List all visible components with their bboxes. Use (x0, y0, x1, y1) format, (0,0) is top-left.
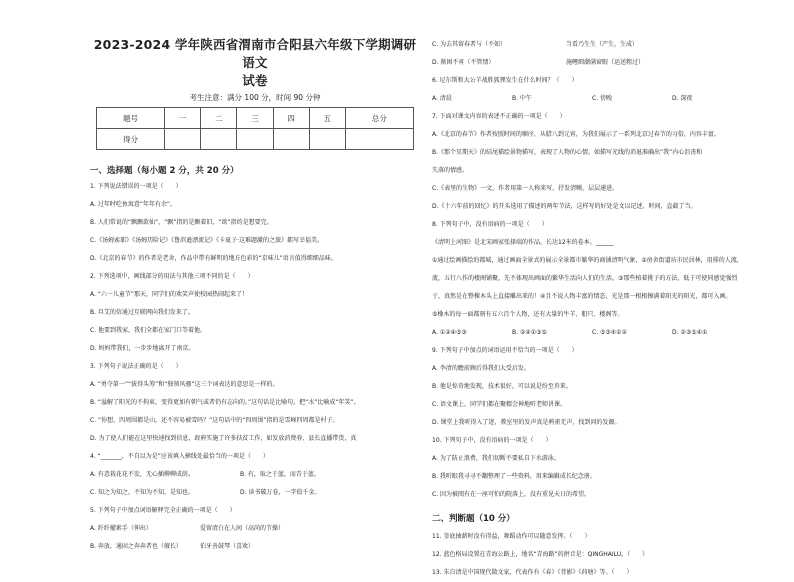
question-stem: 6. 尼尔斯和大公羊战胜狐狸发生在什么时间？（ ） (432, 77, 578, 84)
score-cell (237, 129, 273, 150)
exam-notice: 考生注意：满分 100 分，时间 90 分钟 (189, 93, 321, 102)
option-c1: C. 为去其留春者与（不如） (432, 41, 507, 48)
option-row (90, 484, 420, 502)
option-c2: 当看乃生生（产生，生成） (566, 41, 639, 48)
option-a: A. 清晨 (432, 95, 452, 102)
section2-heading: 二、判断题（10 分） (432, 514, 515, 524)
question-stem: 9. 下列句子中加点的词语运用不恰当的一项是（ ） (432, 347, 578, 354)
score-table-score-row (97, 129, 414, 150)
score-header-cell: 题号 (97, 108, 165, 129)
option-b: B. 他是惊奇地发现，技术很好，可以说是纷至沓来。 (432, 383, 572, 390)
title-line2: 试卷 (242, 73, 268, 88)
option-c: C. 因为被阅有在一座可怕的院落上，没有重见天日的希望。 (432, 491, 591, 498)
judgement-question: 11. 釜底抽薪时没有得益，舞蹈动作可以随意发挥。（ ） (432, 533, 591, 540)
option-c: C. 知之为知之，不知为不知，是知也。 (90, 489, 195, 496)
score-table (96, 107, 414, 150)
option-a: A. “勇夺第一”“拔得头筹”和“独领风骚”这三个词表达的意思是一样的。 (90, 381, 279, 388)
score-cell (309, 129, 345, 150)
option-row (90, 538, 420, 556)
score-header-cell: 四 (273, 108, 309, 129)
option-a: A. 有意栽花花不发，无心插柳柳成荫。 (90, 471, 194, 478)
title-line1: 2023-2024 学年陕西省渭南市合阳县六年级下学期调研语文 (93, 37, 417, 70)
passage-line: 于，真然是在整棵木头上直接雕出来的！④且不说人物丰富的情态，光是那一根根擦满着阳光的阳光，都可入画。 (432, 293, 732, 300)
option-a: A. 李清的瞻前顾后得我们大受启发。 (432, 365, 530, 372)
option-row (432, 54, 762, 72)
option-d: D. 课堂上我听得入了迷，教室里的发声真是鸦雀无声，找到问的发源。 (432, 419, 621, 426)
option-b: B. 人们常说的“飘飘欲仙”，“飘”指的是飘着旧，“欲”指的是想要完。 (90, 219, 273, 226)
option-d: D.《十六年前的回忆》的开头选用了描述的两年节法，这样写的好处是文以记述，时间，直截了当。 (432, 203, 697, 210)
reading-passage: 《清明上河图》是北宋画家张择端的作品，长达12米的卷本。______ (432, 239, 614, 246)
question-stem: 4. “_______，不自以为是”应该填入横线处最恰当的一项是（ ） (90, 453, 269, 460)
option-a: A.《北京的春节》作者按照时间的顺序，从腊八到元宵，为我们展示了一系列北京过春节的习俗，内容丰富。 (432, 131, 720, 138)
option-c: C. ⑤③④①② (592, 329, 627, 336)
score-table-header-row (97, 108, 414, 129)
option-b: B. 有，取之于蓝，而青于蓝。 (240, 471, 320, 478)
question-stem: 1. 下列说法错误的一项是（ ） (90, 183, 182, 190)
score-header-cell: 三 (237, 108, 273, 129)
section1-heading: 一、选择题（每小题 2 分，共 20 分） (90, 166, 239, 176)
score-row-label: 得分 (97, 129, 165, 150)
option-b-continued: 失落的情感。 (432, 167, 469, 174)
left-column (90, 0, 420, 556)
option-b: B. 我听眼我寻寻不翻整理了一些资料，用来编辑成长纪念册。 (432, 473, 596, 480)
option-d: D. ②③⑤④① (672, 329, 708, 336)
option-c: C.《汤姆索耶》《汤姆历险记》《鲁滨逊漂流记》《卡夏子·这难题激的之旅》都写幸福美。 (90, 237, 324, 244)
option-a: A. 为了防止浪费，我们切断不要私自下水游泳。 (432, 455, 560, 462)
judgement-question: 12. 蓝色格局设置在青海公路上，地名“青海路”的拼音是：QINGHAILU。（ ） (432, 551, 649, 558)
option-d: D.《北京的春节》的作者是老舍，作品中带有鲜明的地方色彩的“京味儿”语言值得细细品味。 (90, 255, 337, 262)
option-row (90, 466, 420, 484)
score-cell (201, 129, 237, 150)
option-b: B. 旦艾的信通过互联网向我们发来了。 (90, 309, 194, 316)
option-b: B. ②④①③⑤ (512, 329, 547, 336)
option-d2: 施鲤细潮满窗眼（运送粗过） (566, 59, 645, 66)
option-c: C. 傍晚 (592, 95, 613, 102)
option-b2: 伯牙善鼓琴（喜欢） (200, 543, 255, 550)
question-stem: 10. 下列句子中，没有语病的一项是（ ） (432, 437, 552, 444)
option-c: C. “你想，四周围都是山，还不容易被雪吗？”这句话中的“四周围”指的是雪峰四周都是村子。 (90, 417, 339, 424)
score-header-cell: 一 (165, 108, 201, 129)
score-cell (273, 129, 309, 150)
option-d1: D. 渐困不宵（不管情） (432, 59, 495, 66)
passage-line: 流，五行八作的楼阁铺聚，先不体现出画面的繁华生活向人们的生活。③那些植着挑子的方法，低于可使同感觉强烈 (432, 275, 738, 282)
option-a1: A. 纤纤擢素手（伸出） (90, 525, 152, 532)
score-header-cell: 总分 (345, 108, 413, 129)
option-row (432, 36, 762, 54)
score-cell (345, 129, 413, 150)
question-stem: 7. 下面对课文内容的表述不正确的一项是（ ） (432, 113, 566, 120)
option-c: C.《表里的生物》一文，作者用第一人称来写，抒发清晰，层层递进。 (432, 185, 619, 192)
option-b: B.《那个星期天》的结尾描绘景物描写，表现了人物的心情，如描写光线的消退准确出“我”内心沮丧和 (432, 149, 703, 156)
page-title (90, 36, 420, 90)
option-row (432, 324, 762, 342)
option-a: A. “六一儿童节”那天，同学们的欢笑声使校园热闹起来了！ (90, 291, 249, 298)
option-b1: B. 奔放，通固之奔奔者也（擅长） (90, 543, 182, 550)
passage-line: ⑤橡木的每一面都刻有五六百个人物，还有大量的牛羊、船只、楼阁等。 (432, 311, 624, 318)
judgement-question: 13. 朱自清是中国现代散文家，代表作有《春》《背影》《荷塘》等。（ ） (432, 569, 633, 576)
score-header-cell: 二 (201, 108, 237, 129)
question-stem: 3. 下列句子说法正确的是（ ） (90, 363, 182, 370)
option-c: C. 他要到我家，我们全都在家门口等着他。 (90, 327, 207, 334)
option-d: D. 妈妈带我们，一步步地离开了南京。 (90, 345, 195, 352)
right-column (432, 36, 762, 582)
option-a: A. ①②④⑤③ (432, 329, 467, 336)
option-d: D. 读书破万卷，一字值千金。 (240, 489, 321, 496)
option-d: D. 深夜 (672, 95, 693, 102)
option-row (90, 520, 420, 538)
option-a2: 爱留清白在人间（高尚的节操） (200, 525, 285, 532)
question-stem: 2. 下列选项中，画线部分的用法与其他三项不同的是（ ） (90, 273, 254, 280)
option-c: C. 语文课上，同学们都在聚精会神地听老师讲课。 (432, 401, 567, 408)
option-b: B. “溢解了阳光的不拘束，变得更加有朝气或者仍有志向的。”这句话是比喻句，把“水”比喻成“年笑”。 (90, 399, 360, 406)
option-row (432, 90, 762, 108)
score-cell (165, 129, 201, 150)
question-stem: 5. 下列句子中加点词语解释完全正确的一项是（ ） (90, 507, 236, 514)
option-a: A. 过年时吃鱼寓意“年年有余”。 (90, 201, 177, 208)
option-d: D. 为了使人们能在这里快速找到信息，政府实施了许多扶贫工作，如发放消费券、县长直播带货，真 (90, 435, 357, 442)
score-header-cell: 五 (309, 108, 345, 129)
option-b: B. 中午 (512, 95, 532, 102)
question-stem: 8. 下列句子中，没有语病的一项是（ ） (432, 221, 548, 228)
passage-line: ①通过绘画描绘的都城，通过画面全景式的展示全景都市繁华的商铺清明气象，②房舍街道坊市民居林，用排的人流， (432, 257, 743, 264)
